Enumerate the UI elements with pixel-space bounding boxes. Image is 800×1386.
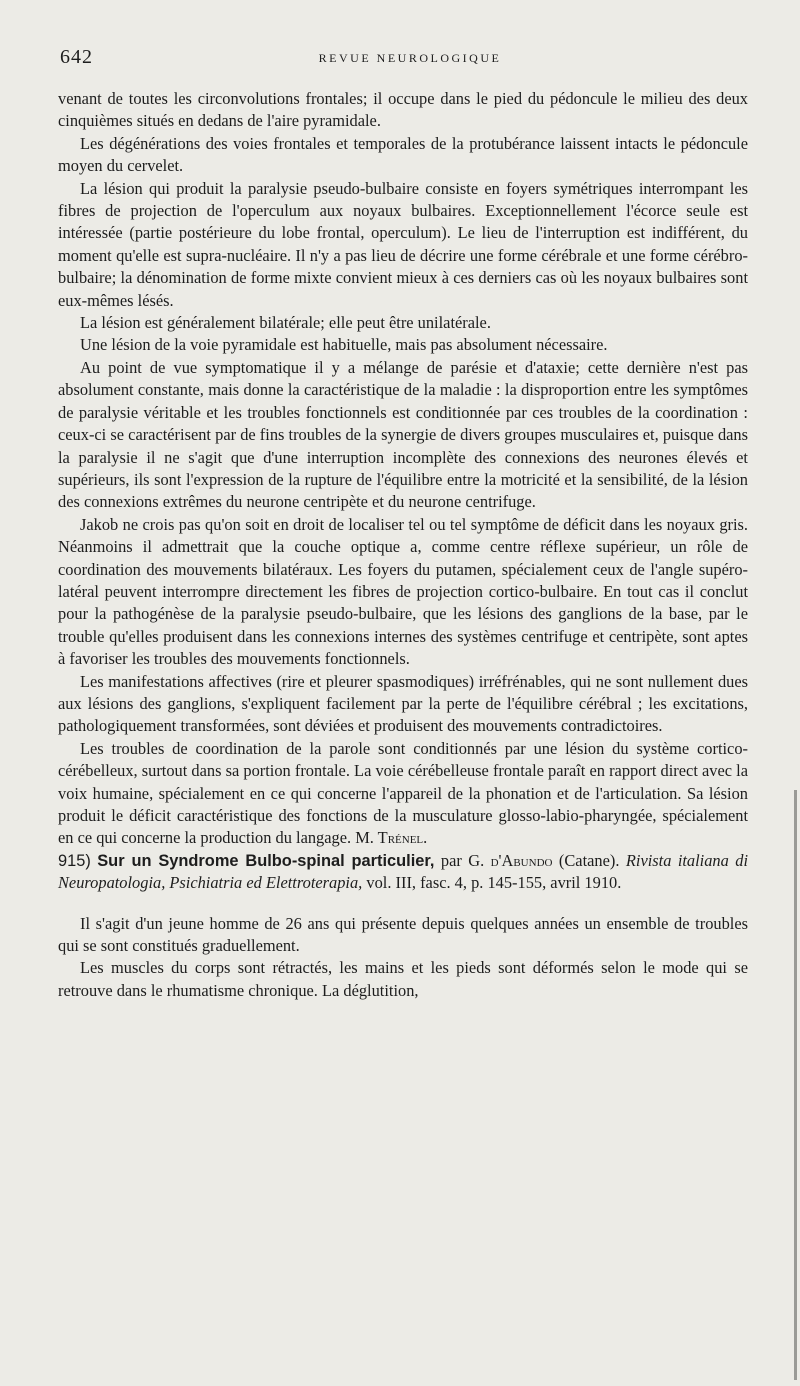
entry-city: (Catane). [558,850,620,870]
paragraph: La lésion est généralement bilatérale; elle peut être unilatérale. [80,313,491,333]
bibliography-entry [58,850,748,895]
entry-details: vol. III, fasc. 4, p. 145-155, avril 1910. [366,873,622,893]
paragraph: Les manifestations affectives (rire et pleurer spasmodiques) irréfrénables, qui ne sont nullement dues aux lésions des ganglions, s'expliquent facilement par la perte de l'équilibre cérébral ; les excitations, pathologiquement transformées, sont déviées et produisent des mouvements contradictoires. [58,671,748,736]
page-edge-shadow [794,790,797,1380]
paragraph: Les dégénérations des voies frontales et temporales de la protubérance laissent intacts le pédoncule moyen du cervelet. [58,133,748,176]
paragraph: Une lésion de la voie pyramidale est habituelle, mais pas absolument nécessaire. [80,335,608,355]
entry-author: G. d'Abundo [468,850,553,870]
paragraph-text: Les troubles de coordination de la parole sont conditionnés par une lésion du système cortico-cérébelleux, surtout dans sa portion frontale. La voie cérébelleuse frontale paraît en rapport direct avec la voix humaine, spécialement en ce qui concerne l'appareil de la phonation et de l'articulation. Sa lésion produit le déficit caractéristique des fonctions de la musculature glosso-labio-pharyngée, spécialement en ce qui concerne la production du langage. [58,738,748,848]
entry-number: 915) [58,851,91,870]
signature: M. Trénel. [355,828,428,848]
body-text [58,88,748,1002]
paragraph: Il s'agit d'un jeune homme de 26 ans qui présente depuis quelques années un ensemble de troubles qui se sont constitués graduellement. [58,913,748,956]
paragraph: Les muscles du corps sont rétractés, les mains et les pieds sont déformés selon le mode qui se retrouve dans le rhumatisme chronique. La déglutition, [58,958,748,1000]
paragraph: venant de toutes les circonvolutions frontales; il occupe dans le pied du pédoncule le milieu des deux cinquièmes situés en dedans de l'aire pyramidale. [58,89,748,131]
entry-journal: Rivista italiana di Neuropatologia, Psichiatria ed Elettroterapia, [58,850,748,893]
page-number: 642 [60,46,93,68]
entry-title: Sur un Syndrome Bulbo-spinal particulier, [97,851,435,870]
paragraph: La lésion qui produit la paralysie pseudo-bulbaire consiste en foyers symétriques interrompant les fibres de projection de l'operculum aux noyaux bulbaires. Exceptionnellement l'écorce seule est intéressée (partie postérieure du lobe frontal, operculum). Le lieu de l'interruption est indifférent, du moment qu'elle est supra-nucléaire. Il n'y a pas lieu de décrire une forme cérébrale et une forme cérébro-bulbaire; la dénomination de forme mixte convient mieux à ces derniers cas où les noyaux bulbaires sont eux-mêmes lésés. [58,178,748,310]
page-header [60,46,760,70]
paragraph: Au point de vue symptomatique il y a mélange de parésie et d'ataxie; cette dernière n'est pas absolument constante, mais donne la caractéristique de la maladie : la disproportion entre les symptômes de paralysie véritable et les troubles fonctionnels est conditionnée par ces troubles de la coordination : ceux-ci se caractérisent par de fins troubles de la synergie de divers groupes musculaires et, puisque dans la paralysie il ne s'agit que d'une interruption incomplète des connexions des neurones élevés et supérieurs, ils sont l'expression de la rupture de l'équilibre entre la motricité et la sensibilité, de la lésion des connexions extrêmes du neurone centripète et du neurone centrifuge. [58,357,748,512]
entry-by: par [440,850,462,870]
paragraph-with-signature [58,738,748,850]
running-title: REVUE NEUROLOGIQUE [318,51,502,65]
paragraph: Jakob ne crois pas qu'on soit en droit de localiser tel ou tel symptôme de déficit dans les noyaux gris. Néanmoins il admettrait que la couche optique a, comme centre réflexe supérieur, un rôle de coordination des mouvements bilatéraux. Les foyers du putamen, spécialement ceux de l'angle supéro-latéral peuvent interrompre directement les fibres de projection cortico-bulbaire. En tout cas il conclut pour la pathogénèse de la paralysie pseudo-bulbaire, que les lésions des ganglions de la base, par le trouble qu'elles produisent dans les connexions internes des systèmes centrifuge et centripète, sont aptes à favoriser les troubles des mouvements fonctionnels. [58,514,748,669]
